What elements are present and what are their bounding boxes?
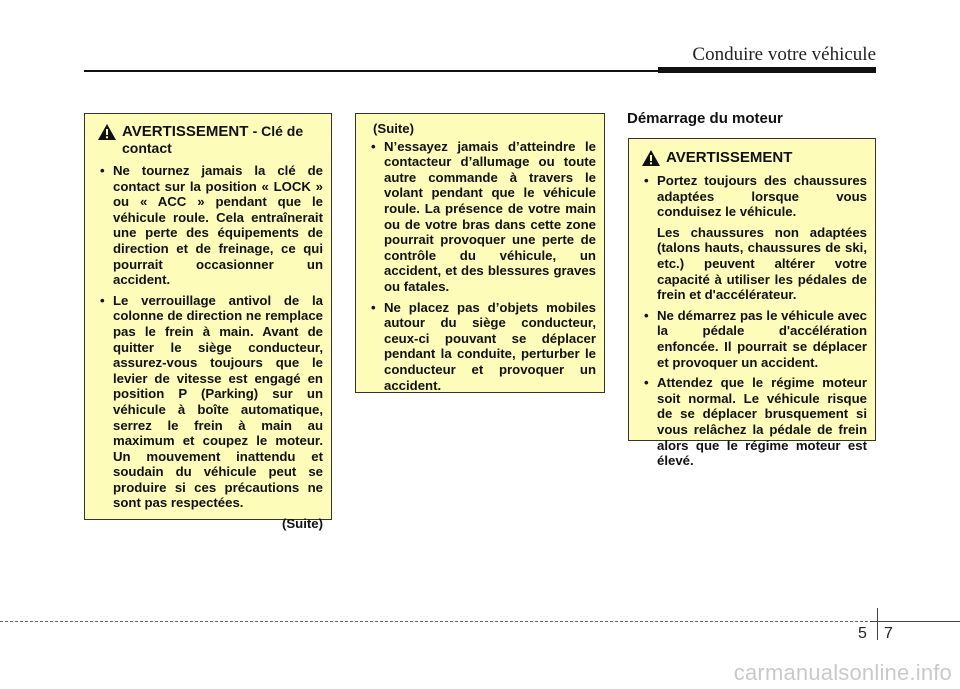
warning-list bbox=[637, 173, 867, 469]
warning-heading bbox=[93, 123, 323, 157]
list-item: • Le verrouillage antivol de la colonne de direction ne remplace pas le frein à main. Avant de quitter le siège conducteur, assurez-vous toujours que le levier de vitesse est engagé en position P (Parking) sur un véhicule à boîte automatique, serrez le frein à main au maximum et coupez le moteur. Un mouvement inattendu et soudain du véhicule peut se produire si ces précautions ne sont pas respectées. bbox=[93, 293, 323, 511]
warning-list bbox=[364, 139, 596, 394]
warning-heading bbox=[637, 149, 867, 167]
list-item: • Ne tournez jamais la clé de contact sur la position « LOCK » ou « ACC » pendant que le véhicule roule. Cela entraînerait une perte des équipements de direction et de freinage, ce qui pourrait occasionner un accident. bbox=[93, 163, 323, 288]
warning-subtitle: - Clé de contact bbox=[122, 123, 304, 156]
footer-rule-end bbox=[870, 621, 960, 622]
watermark: carmanualsonline.info bbox=[733, 660, 952, 685]
continued-label: (Suite) bbox=[373, 121, 415, 136]
chapter-number: 5 bbox=[858, 625, 867, 642]
list-item: • N’essayez jamais d’atteindre le contacteur d’allumage ou toute autre commande à travers le volant pendant que le véhicule roule. La présence de votre main ou de votre bras dans cette zone pourrait provoquer une perte de contrôle du véhicule, un accident, et des blessures graves ou fatales. bbox=[364, 139, 596, 295]
list-item: • Ne démarrez pas le véhicule avec la pédale d'accélération enfoncée. Il pourrait se déplacer et provoquer un accident. bbox=[637, 308, 867, 370]
list-item: • Ne placez pas d’objets mobiles autour du siège conducteur, ceux-ci pouvant se déplacer pendant la conduite, perturber le conducteur et provoquer un accident. bbox=[364, 300, 596, 394]
warning-triangle-icon bbox=[641, 149, 661, 167]
page-number-divider bbox=[877, 608, 878, 640]
list-item-paragraph: Les chaussures non adaptées (talons hauts, chaussures de ski, etc.) peuvent altérer votre capacité à utiliser les pédales de frein et d'accélérateur. bbox=[657, 224, 867, 303]
warning-title: AVERTISSEMENT bbox=[666, 149, 793, 166]
footer-rule bbox=[0, 621, 878, 622]
running-header-title: Conduire votre véhicule bbox=[692, 44, 876, 65]
warning-title: AVERTISSEMENT bbox=[122, 123, 249, 140]
warning-box-continued bbox=[355, 113, 605, 393]
list-item: • Attendez que le régime moteur soit normal. Le véhicule risque de se déplacer brusquement si vous relâchez la pédale de frein alors que le régime moteur est élevé. bbox=[637, 375, 867, 469]
warning-box-ignition-key bbox=[84, 113, 332, 532]
page-number: 7 bbox=[884, 625, 893, 642]
section-title: Démarrage du moteur bbox=[627, 110, 783, 127]
warning-box-engine-start bbox=[628, 138, 876, 469]
continued-label: (Suite) bbox=[281, 516, 323, 532]
warning-list bbox=[93, 163, 323, 511]
list-item-paragraph: • Portez toujours des chaussures adaptées lorsque vous conduisez le véhicule. bbox=[657, 173, 867, 220]
list-item bbox=[637, 173, 867, 303]
warning-triangle-icon bbox=[97, 123, 117, 141]
header-rule-accent bbox=[658, 67, 876, 73]
